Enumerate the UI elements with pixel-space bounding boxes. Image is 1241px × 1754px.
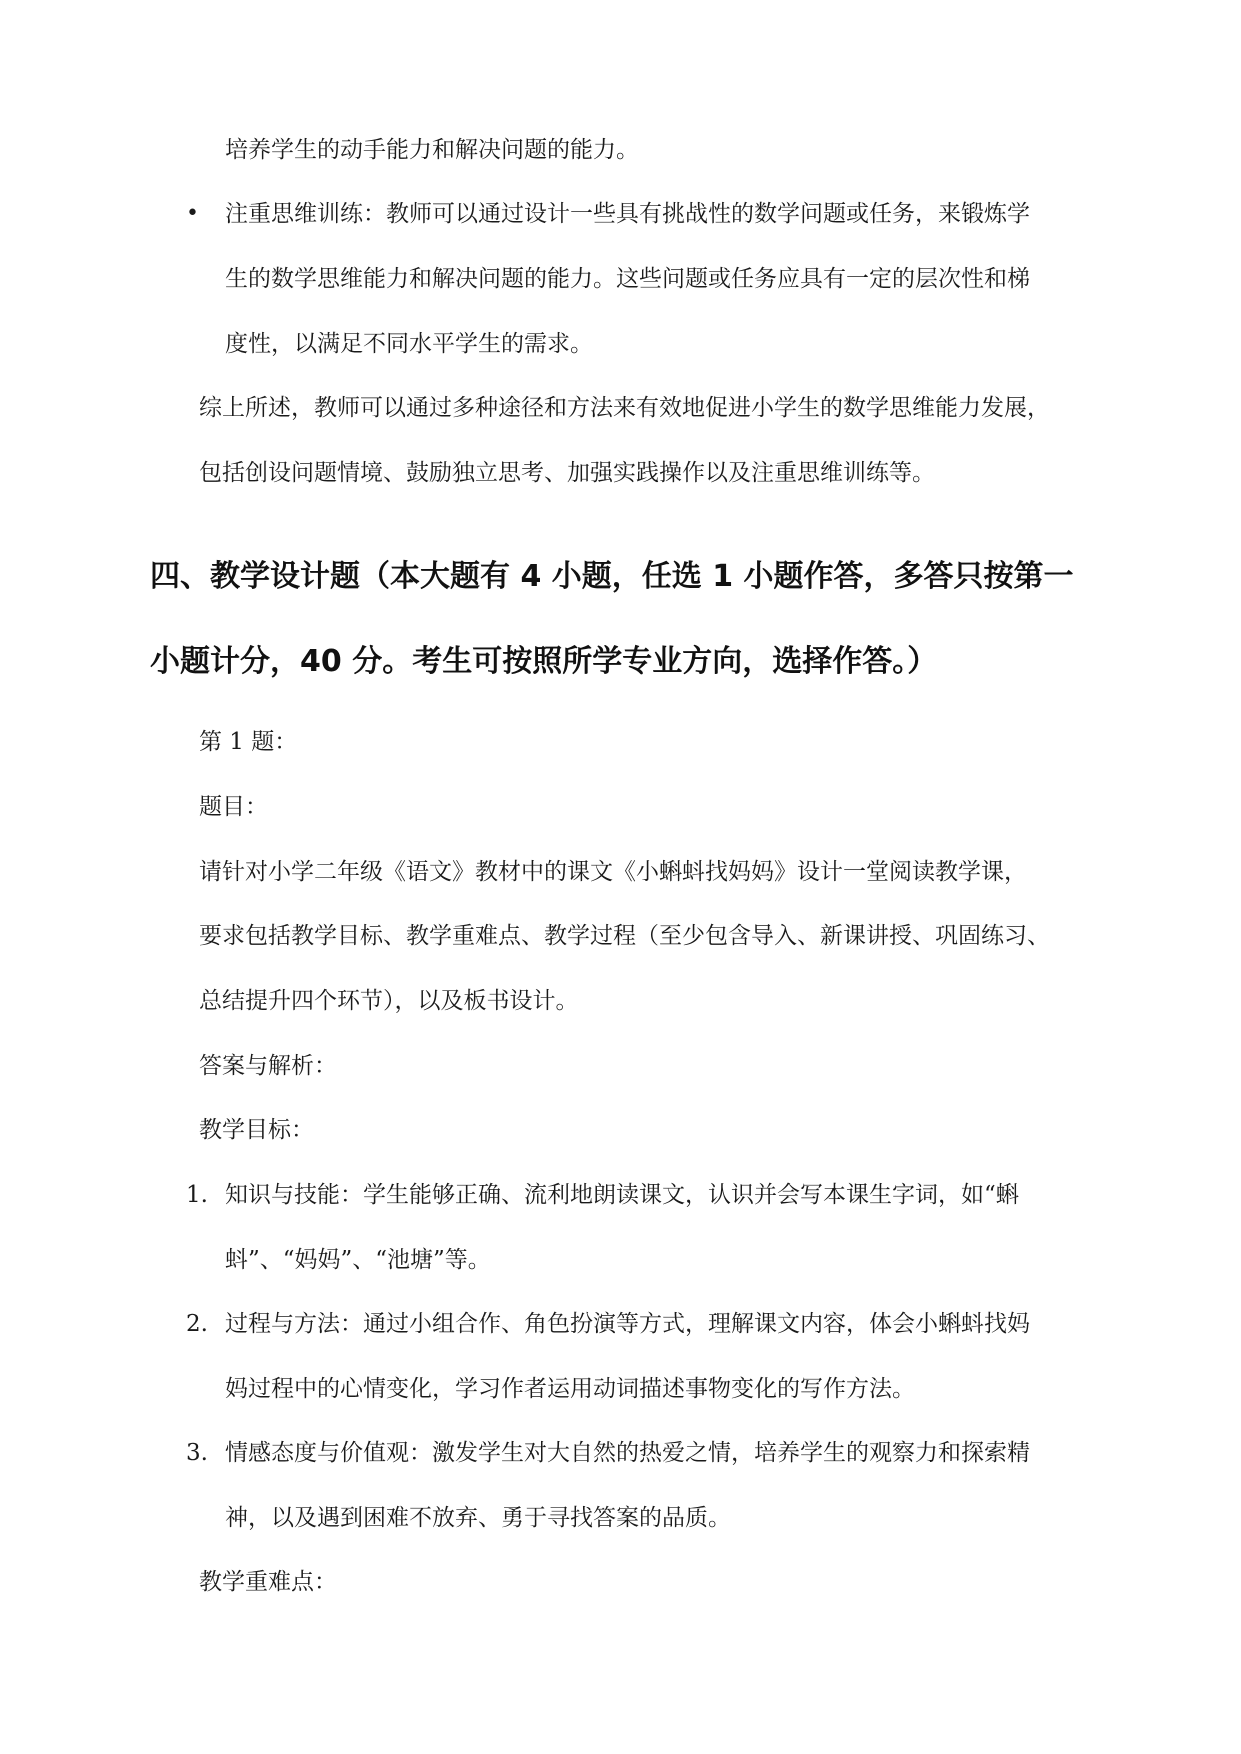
objective-text-line: 妈过程中的心情变化，学习作者运用动词描述事物变化的写作方法。 (225, 1376, 915, 1402)
bullet-text-line: 度性，以满足不同水平学生的需求。 (225, 331, 593, 357)
question-text-line: 总结提升四个环节），以及板书设计。 (199, 988, 579, 1014)
objective-text-line: 神，以及遇到困难不放弃、勇于寻找答案的品质。 (225, 1505, 731, 1531)
summary-line: 包括创设问题情境、鼓励独立思考、加强实践操作以及注重思维训练等。 (199, 460, 935, 486)
summary-line: 综上所述，教师可以通过多种途径和方法来有效地促进小学生的数学思维能力发展， (199, 395, 1050, 421)
section-heading: 小题计分，40 分。考生可按照所学专业方向，选择作答。） (150, 644, 938, 679)
objectives-label: 教学目标： (199, 1117, 314, 1143)
question-text-line: 请针对小学二年级《语文》教材中的课文《小蝌蚪找妈妈》设计一堂阅读教学课， (199, 859, 1027, 885)
bullet-text-line: 注重思维训练：教师可以通过设计一些具有挑战性的数学问题或任务，来锻炼学 (225, 201, 1030, 227)
question-number: 第 1 题： (199, 729, 298, 755)
objective-text-line: 过程与方法：通过小组合作、角色扮演等方式，理解课文内容，体会小蝌蚪找妈 (225, 1311, 1030, 1337)
question-text-line: 要求包括教学目标、教学重难点、教学过程（至少包含导入、新课讲授、巩固练习、 (199, 923, 1050, 949)
list-number: 2. (186, 1311, 208, 1337)
answer-label: 答案与解析： (199, 1053, 337, 1079)
objective-text-line: 情感态度与价值观：激发学生对大自然的热爱之情，培养学生的观察力和探索精 (225, 1440, 1030, 1466)
list-number: 3. (186, 1440, 208, 1466)
bullet-marker: • (186, 201, 199, 226)
title-label: 题目： (199, 794, 268, 820)
intro-line: 培养学生的动手能力和解决问题的能力。 (225, 137, 639, 163)
difficulties-label: 教学重难点： (199, 1569, 337, 1595)
objective-text-line: 知识与技能：学生能够正确、流利地朗读课文，认识并会写本课生字词，如“蝌 (225, 1182, 1019, 1208)
bullet-text-line: 生的数学思维能力和解决问题的能力。这些问题或任务应具有一定的层次性和梯 (225, 266, 1030, 292)
objective-text-line: 蚪”、“妈妈”、“池塘”等。 (225, 1247, 491, 1273)
list-number: 1. (186, 1182, 208, 1208)
section-heading: 四、教学设计题（本大题有 4 小题，任选 1 小题作答，多答只按第一 (150, 559, 1074, 594)
